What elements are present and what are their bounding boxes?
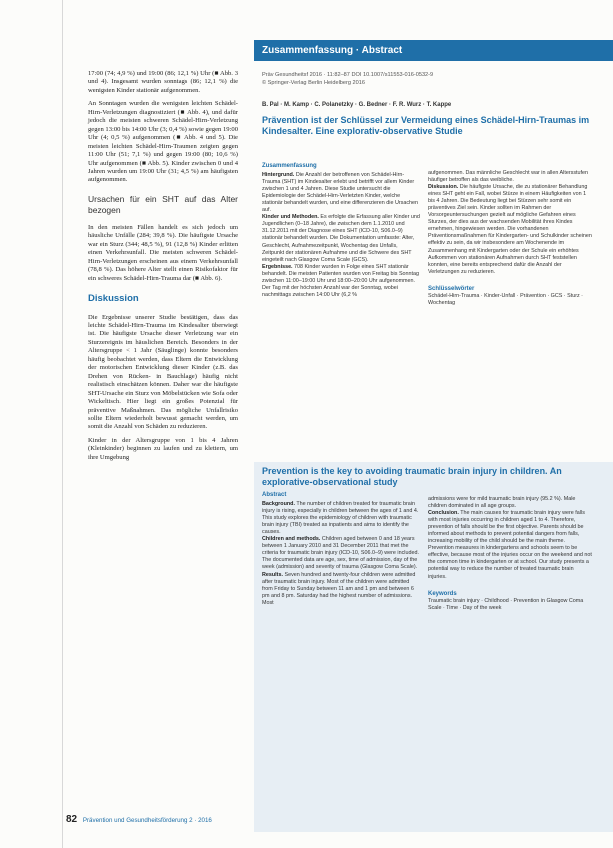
citation-line: Präv Gesundheitsf 2016 · 11:82–87 DOI 10.1007/s11553-016-0532-9 <box>262 72 434 78</box>
paragraph-text: admissions were for mild traumatic brain injury (95.2 %). Male children dominated in all age groups. <box>428 496 576 510</box>
body-paragraph: Die Ergebnisse unserer Studie bestätigen, dass das leichte Schädel-Hirn-Trauma im Kindesalter überwiegt ist. Die häufigste Ursache dieser Verletzung war ein Sturzereignis im häuslichen Bereich. Besonders in der Altersgruppe < 1 Jahr (Säuglinge) konnte besonders häufig beobachtet werden, dass Eltern die Entwicklung der motorischen Entwicklung dieser Kinder (z.B. das Drehen von Rücken- in Bauchlage) häufig nicht realistisch einschätzen können. Daher war die häufigste SHT-Ursache ein Sturz von Möbelstücken wie Sofa oder Wickeltisch. Hier liegt ein großes Potenzial für präventive Maßnahmen. Das mögliche Unfallrisiko sollte Eltern wiederholt bewusst gemacht werden, um somit die Anzahl von Schäden zu reduzieren. <box>88 313 238 431</box>
subheading: Ursachen für ein SHT auf das Alter bezogen <box>88 193 238 215</box>
english-abstract-col1 <box>262 492 420 607</box>
paragraph-text: The main causes for traumatic brain injury were falls with most injuries occurring in children aged 1 to 4. Therefore, prevention of falls should be the first objective. Parents should be informed about methods to prevent potential dangers from falls, increasing mobility of the child should be the main theme. Prevention measures in kindergartens and schools seem to be effective, because most of the injuries occur on the weekend and not the common time in kindergarten or at school. Our study presents a potential way to reduce the number of treated traumatic brain injuries. <box>428 510 592 580</box>
paragraph-label: Children and methods. <box>262 536 321 543</box>
paragraph-text: Children aged between 0 and 18 years between 1 January 2010 and 31 December 2011 that met the criteria for traumatic brain injury (ICD-10, S06.0–9) were included. The documented data are age, sex, time of admission, day of the week (admission) and severity of trauma (Glasgow Coma Scale). <box>262 536 419 571</box>
abstract-paragraph <box>262 536 420 571</box>
paragraph-label: Background. <box>262 501 295 508</box>
body-paragraph: In den meisten Fällen handelt es sich jedoch um häusliche Unfälle (284; 39,8 %). Die häufigste Ursache war ein Sturz (344; 48,5 %), 91 (12,8 %) Kinder erlitten einen Verkehrsunfall. Die meisten schweren Schädel-Hirn-Verletzungen erscheinen aus einem Verkehrsunfall (78,8 %). Das höhere Alter stellt einen Risikofaktor für ein schweres Schädel-Hirn-Trauma dar (■ Abb. 6). <box>88 223 238 282</box>
body-paragraph: Kinder in der Altersgruppe von 1 bis 4 Jahren (Kleinkinder) beginnen zu laufen und zu klettern, um ihre Umgebung <box>88 436 238 461</box>
paragraph-label: Ergebnisse. <box>262 263 293 270</box>
abstract-paragraph <box>262 572 420 607</box>
paragraph-label: Conclusion. <box>428 510 459 517</box>
paragraph-label: Hintergrund. <box>262 172 295 179</box>
abstract-paragraph <box>262 501 420 536</box>
abstract-paragraph <box>262 214 420 263</box>
english-abstract-col2 <box>428 496 592 612</box>
journal-name: Prävention und Gesundheitsförderung 2 · 2016 <box>82 817 212 824</box>
paragraph-label: Kinder und Methoden. <box>262 214 319 221</box>
german-abstract-col2 <box>428 170 592 307</box>
abstract-paragraph <box>262 172 420 214</box>
abstract-paragraph <box>262 264 420 299</box>
page-gutter-line <box>62 0 63 848</box>
paragraph-label: Diskussion. <box>428 184 459 191</box>
keywords-text: Schädel-Hirn-Trauma · Kinder-Unfall · Prävention · GCS · Sturz · Wochentag <box>428 292 583 306</box>
paragraph-text: aufgenommen. Das männliche Geschlecht war in allen Altersstufen häufiger betroffen als das weibliche. <box>428 170 589 184</box>
body-paragraph: An Sonntagen wurden die wenigsten leichten Schädel-Hirn-Verletzungen diagnostiziert (■ Abb. 4), und dafür jedoch die meisten schweren Schädel-Hirn-Verletzung gegen 13:00 bis 14:00 Uhr (3; 0,4 %) sowie gegen 19:00 Uhr (4; 0,5 %) aufgenommen (■ Abb. 4 und 5). Die meisten leichten Schädel-Hirn-Traumen zeigten gegen 11:00 Uhr (51; 7,1 %) und gegen 19:00 (80; 10,6 %) Uhr aufgenommen (■ Abb. 5). Kinder zwischen 0 und 4 Jahren wurden um 19:00 Uhr (31; 4,5 %) am häufigsten aufgenommen. <box>88 100 238 184</box>
paragraph-text: Es erfolgte die Erfassung aller Kinder und Jugendlichen (0–18 Jahre), die zwischen dem 1.1.2010 und 31.12.2011 mit der Diagnose eines SHT (ICD-10, S06.0–9) stationär behandelt wurden. Die Dokumentation umfasste: Alter, Geschlecht, Aufnahmezeitpunkt, Wochentag des Unfalls, Zeitpunkt der stationären Aufnahme und die Schwere des SHT eingeteilt nach Glasgow Coma Scale (GCS). <box>262 214 420 263</box>
paragraph-text: Die Anzahl der betroffenen von Schädel-Hirn-Trauma (SHT) im Kindesalter erlebt und betrifft vor allem Kinder zwischen 1 und 4 Jahren. Diese Studie untersucht die Epidemiologie der Schädel-Hirn-Verletzten Kinder, welche stationär behandelt wurden, und eine differenzieren die Ursachen auf. <box>262 172 419 214</box>
english-title: Prevention is the key to avoiding traumatic brain injury in children. An explorative-observational study <box>262 466 562 487</box>
citation-meta <box>262 72 592 87</box>
page-number: 82 <box>66 814 78 825</box>
section-heading: Diskussion <box>88 293 139 305</box>
german-abstract-col1 <box>262 163 420 299</box>
section-banner: Zusammenfassung · Abstract <box>254 40 613 61</box>
page-footer <box>66 814 212 825</box>
abstract-section-label: Zusammenfassung <box>262 163 317 169</box>
body-paragraph: 17:00 (74; 4,9 %) und 19:00 (86; 12,1 %) Uhr (■ Abb. 3 und 4). Insgesamt wurden sonntags (86; 12,1 %) die wenigsten Kinder stationär aufgenommen. <box>88 70 238 94</box>
german-title: Prävention ist der Schlüssel zur Vermeidung eines Schädel-Hirn-Traumas im Kindesalter. Eine explorativ-observative Studie <box>262 115 590 136</box>
abstract-paragraph <box>428 510 592 580</box>
paragraph-text: The number of children treated for traumatic brain injury is rising, especially in children between the ages of 1 and 4. This study explores the epidemiology of children with traumatic brain injury (TBI) treated as inpatients and aims to identify the causes. <box>262 501 419 536</box>
abstract-paragraph <box>428 496 592 510</box>
abstract-paragraph <box>428 170 592 184</box>
paragraph-text: 708 Kinder wurden in Folge eines SHT stationär behandelt. Die meisten Patienten wurden von Freitag bis Sonntag zwischen 11:00–19:00 Uhr und 18:00–20:00 Uhr aufgenommen. Der Tag mit der höchsten Anzahl war der Sonntag, wobei nachmittags zwischen 14:00 Uhr (6,2 % <box>262 263 420 298</box>
keywords-text: Traumatic brain injury · Childhood · Prevention in Glasgow Coma Scale · Time · Day of the week <box>428 597 584 611</box>
copyright-line: © Springer-Verlag Berlin Heidelberg 2016 <box>262 79 366 86</box>
abstract-section-label: Abstract <box>262 492 287 498</box>
keywords-label: Schlüsselwörter <box>428 285 475 292</box>
paragraph-label: Results. <box>262 571 283 578</box>
author-list: B. Pal · M. Kamp · C. Polanetzky · G. Bedner · F. R. Wurz · T. Kappe <box>262 102 452 108</box>
paragraph-text: Die häufigste Ursache, die zu stationärer Behandlung eines SHT geht ein Fall, wobei Stürze in einem Häufigkeiten von 1 bis 4 Jahren. Die Bedeutung liegt bei Stürzen sehr somit ein präventives Ziel sein. Kinder sollten im Rahmen der Vorsorgeuntersuchungen gezielt auf mögliche Gefahren eines Sturzes, der dies aus der wachsenden Mobilität ihres Kindes ernehmen, hingewiesen werden. Die vorhandenen Präventionsmaßnahmen für Kindergarten- und Schulkinder scheinen effektiv zu sein, da wir insbesondere am Wochenende im Zusammenhang mit Kindergarten oder der Schule ein erhöhtes Aufkommen von stationären Aufnahmen durch SHT feststellen konnten, eine bereits entsprechend dafür die Anzahl der Verletzungen zu reduzieren. <box>428 184 592 275</box>
paragraph-text: Seven hundred and twenty-four children were admitted after traumatic brain injury. Most of the children were admitted from Friday to Sunday between 11 am and 1 pm and between 6 pm and 8 pm. Saturday had the highest number of admissions. Most <box>262 571 416 606</box>
abstract-paragraph <box>428 184 592 276</box>
left-column <box>88 70 238 467</box>
keywords-label: Keywords <box>428 590 457 597</box>
